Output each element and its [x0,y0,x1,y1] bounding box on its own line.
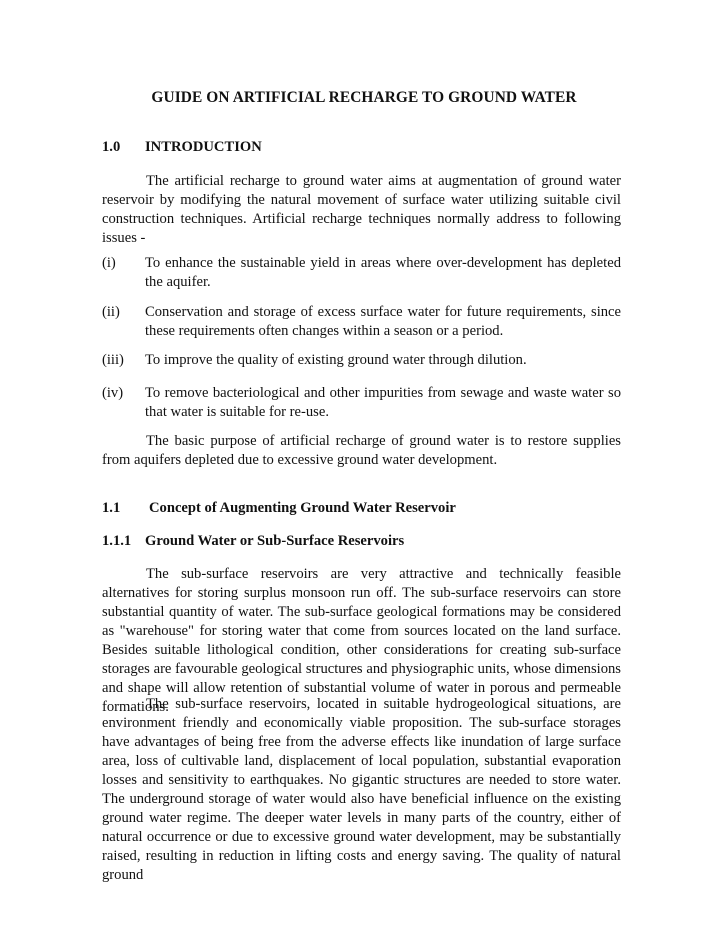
list-text: To remove bacteriological and other impurities from sewage and waste water so that water is suitable for re-use. [145,385,621,420]
list-item [102,351,621,370]
section-heading-concept [102,499,456,518]
list-text: To improve the quality of existing ground water through dilution. [145,352,527,368]
list-item [102,384,621,422]
section-number: 1.1.1 [102,533,132,549]
list-marker: (i) [102,255,116,271]
list-marker: (ii) [102,304,120,320]
section-title: INTRODUCTION [145,139,262,155]
list-marker: (iv) [102,385,124,401]
intro-paragraph: The artificial recharge to ground water aims at augmentation of ground water reservoir by modifying the natural movement of surface water utilizing suitable civil construction techniques. Artificial recharge techniques normally address to following issues - [102,173,621,246]
list-text: To enhance the sustainable yield in areas where over-development has depleted the aquifer. [145,255,621,290]
document-title: GUIDE ON ARTIFICIAL RECHARGE TO GROUND WATER [151,89,577,106]
list-marker: (iii) [102,352,124,368]
section-title: Ground Water or Sub-Surface Reservoirs [145,533,405,549]
list-item [102,254,621,292]
reservoir-paragraph-2: The sub-surface reservoirs, located in suitable hydrogeological situations, are environment friendly and economically viable proposition. The sub-surface storages have advantages of being free from the adverse effects like inundation of large surface area, loss of cultivable land, displacement of local population, substantial evaporation losses and sensitivity to earthquakes. No gigantic structures are needed to store water. The underground storage of water would also have beneficial influence on the existing ground water regime. The deeper water levels in many parts of the country, either of natural occurrence or due to excessive ground water development, may be substantially raised, resulting in reduction in lifting costs and energy saving. The quality of natural ground [102,696,621,883]
section-title: Concept of Augmenting Ground Water Reservoir [149,500,456,516]
section-heading-introduction [102,138,262,157]
list-item [102,303,621,341]
section-heading-subsurface [102,532,404,551]
section-number: 1.0 [102,139,121,155]
section-number: 1.1 [102,500,121,516]
list-text: Conservation and storage of excess surface water for future requirements, since these requirements often changes within a season or a period. [145,304,621,339]
reservoir-paragraph-1: The sub-surface reservoirs are very attractive and technically feasible alternatives for storing surplus monsoon run off. The sub-surface reservoirs can store substantial quantity of water. The sub-surface geological formations may be considered as "warehouse" for storing water that come from sources located on the land surface. Besides suitable lithological condition, other considerations for creating sub-surface storages are favourable geological structures and physiographic units, whose dimensions and shape will allow retention of substantial volume of water in porous and permeable formations. [102,566,621,715]
purpose-paragraph: The basic purpose of artificial recharge of ground water is to restore supplies from aquifers depleted due to excessive ground water development. [102,433,621,468]
